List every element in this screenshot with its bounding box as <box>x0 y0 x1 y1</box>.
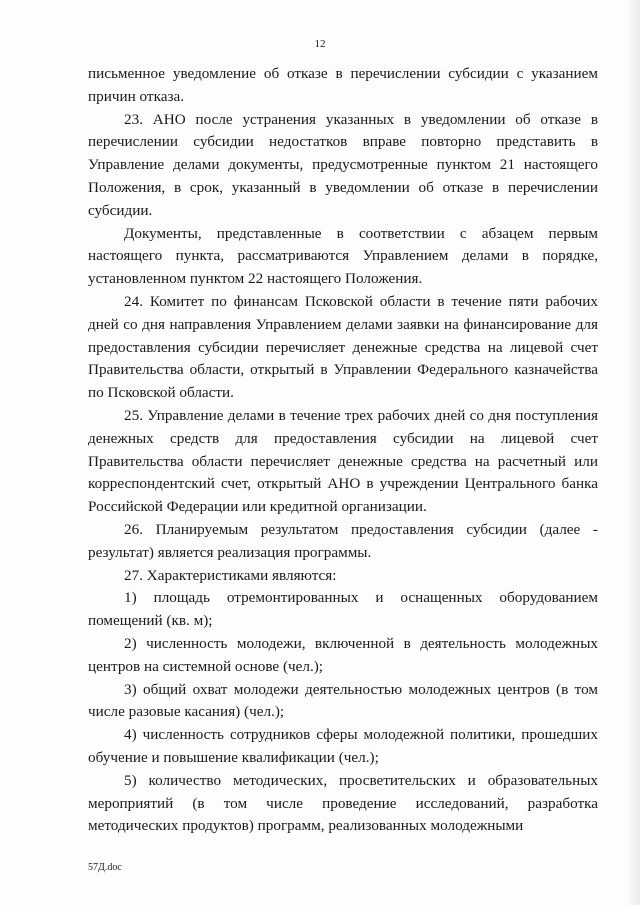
page-number: 12 <box>314 38 326 50</box>
paragraph-23-second: Документы, представленные в соответствии с абзацем первым настоящего пункта, рассматриваются Управлением делами в порядке, установленном пунктом 22 настоящего Положения. <box>88 224 598 288</box>
list-item-3: 3) общий охват молодежи деятельностью молодежных центров (в том числе разовые касания) (чел.); <box>88 680 598 721</box>
paragraph-23: 23. АНО после устранения указанных в уведомлении об отказе в перечислении субсидии недостатков вправе повторно представить в Управление делами документы, предусмотренные пунктом 21 настоящего Положения, в срок, указанный в уведомлении об отказе в перечислении субсидии. <box>88 110 598 219</box>
document-body <box>88 63 598 838</box>
paragraph-25: 25. Управление делами в течение трех рабочих дней со дня поступления денежных средств для предоставления субсидии на лицевой счет Правительства области перечисляет денежные средства на расчетный или корреспондентский счет, открытый АНО в учреждении Центрального банка Российской Федерации или кредитной организации. <box>88 406 598 516</box>
list-item-4: 4) численность сотрудников сферы молодежной политики, прошедших обучение и повышение квалификации (чел.); <box>88 726 598 766</box>
list-item-5: 5) количество методических, просветительских и образовательных мероприятий (в том числе проведение исследований, разработка методических продуктов) программ, реализованных молодежными <box>88 771 598 835</box>
paragraph-24: 24. Комитет по финансам Псковской области в течение пяти рабочих дней со дня направления Управлением делами заявки на финансирование для предоставления субсидии перечисляет денежные средства на лицевой счет Правительства области, открытый в Управлении Федерального казначейства по Псковской области. <box>88 292 598 402</box>
paragraph-27: 27. Характеристиками являются: <box>124 566 337 584</box>
list-item-1: 1) площадь отремонтированных и оснащенных оборудованием помещений (кв. м); <box>88 589 598 630</box>
paragraph-continuation: письменное уведомление об отказе в перечислении субсидии с указанием причин отказа. <box>88 65 598 105</box>
page-edge-shadow <box>626 0 640 905</box>
list-item-2: 2) численность молодежи, включенной в деятельность молодежных центров на системной основе (чел.); <box>88 634 598 675</box>
paragraph-26: 26. Планируемым результатом предоставления субсидии (далее - результат) является реализация программы. <box>88 520 598 561</box>
footer-filename: 57Д.doc <box>88 862 122 873</box>
